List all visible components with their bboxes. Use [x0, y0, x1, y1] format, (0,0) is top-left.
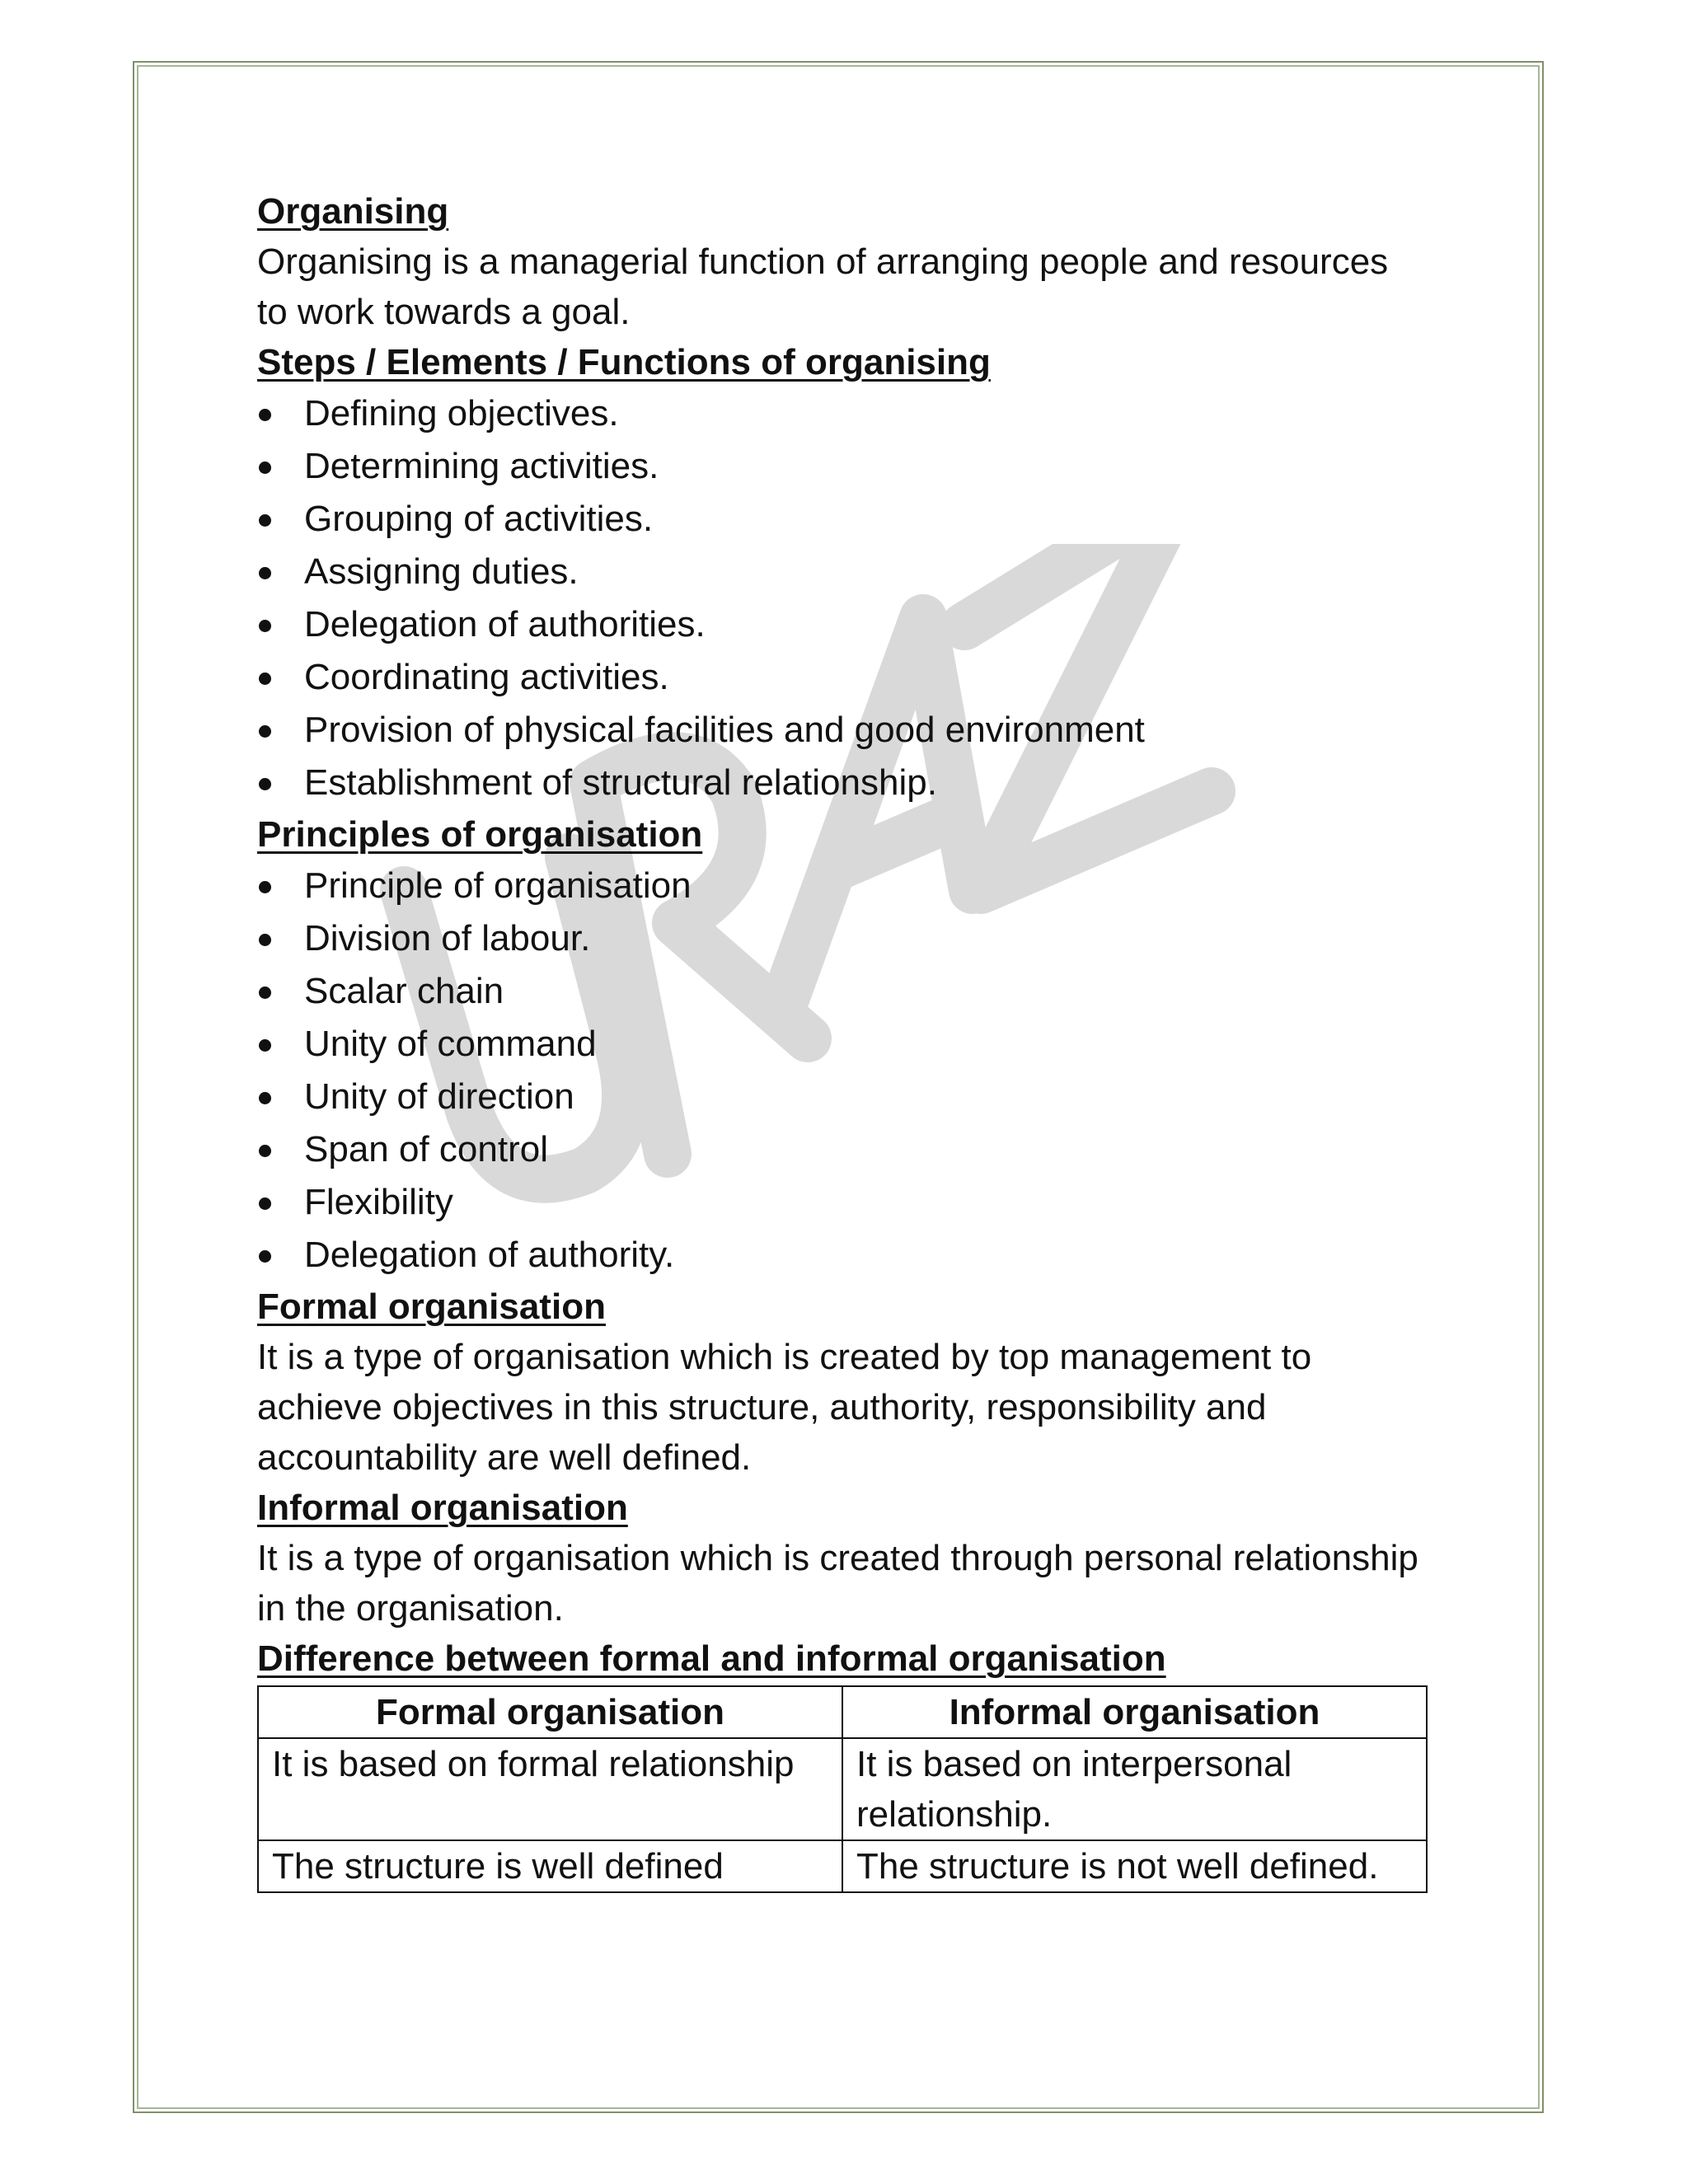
- formal-definition: It is a type of organisation which is created by top management to achieve objectives in this structure, authority, responsibility and accountability are well defined.: [257, 1337, 1312, 1478]
- document-body: [257, 186, 1428, 1893]
- principles-list: [257, 860, 1428, 1282]
- table-cell: The structure is well defined: [258, 1840, 842, 1892]
- informal-definition: It is a type of organisation which is created through personal relationship in the organisation.: [257, 1538, 1418, 1629]
- formal-heading: Formal organisation: [257, 1286, 606, 1327]
- table-cell: It is based on interpersonal relationship.: [842, 1738, 1427, 1840]
- column-header-informal: Informal organisation: [842, 1686, 1427, 1738]
- list-item: Scalar chain: [257, 965, 1428, 1018]
- organising-heading: Organising: [257, 191, 449, 232]
- table-row: [258, 1738, 1427, 1840]
- informal-heading: Informal organisation: [257, 1488, 628, 1528]
- list-item: Assigning duties.: [257, 546, 1428, 598]
- principles-heading: Principles of organisation: [257, 814, 703, 855]
- list-item: Defining objectives.: [257, 387, 1428, 440]
- steps-heading: Steps / Elements / Functions of organising: [257, 342, 991, 382]
- difference-heading: Difference between formal and informal organisation: [257, 1638, 1166, 1679]
- list-item: Unity of command: [257, 1018, 1428, 1071]
- list-item: Determining activities.: [257, 440, 1428, 493]
- table-cell: It is based on formal relationship: [258, 1738, 842, 1840]
- column-header-formal: Formal organisation: [258, 1686, 842, 1738]
- list-item: Establishment of structural relationship.: [257, 757, 1428, 809]
- list-item: Grouping of activities.: [257, 493, 1428, 546]
- table-header-row: [258, 1686, 1427, 1738]
- list-item: Span of control: [257, 1123, 1428, 1176]
- list-item: Provision of physical facilities and good environment: [257, 704, 1428, 757]
- organising-definition: Organising is a managerial function of arranging people and resources to work towards a goal.: [257, 241, 1389, 332]
- steps-list: [257, 387, 1428, 809]
- table-row: [258, 1840, 1427, 1892]
- table-cell: The structure is not well defined.: [842, 1840, 1427, 1892]
- list-item: Delegation of authority.: [257, 1229, 1428, 1282]
- list-item: Flexibility: [257, 1176, 1428, 1229]
- difference-table: [257, 1685, 1428, 1893]
- list-item: Coordinating activities.: [257, 651, 1428, 704]
- list-item: Principle of organisation: [257, 860, 1428, 912]
- list-item: Delegation of authorities.: [257, 598, 1428, 651]
- list-item: Unity of direction: [257, 1071, 1428, 1123]
- list-item: Division of labour.: [257, 912, 1428, 965]
